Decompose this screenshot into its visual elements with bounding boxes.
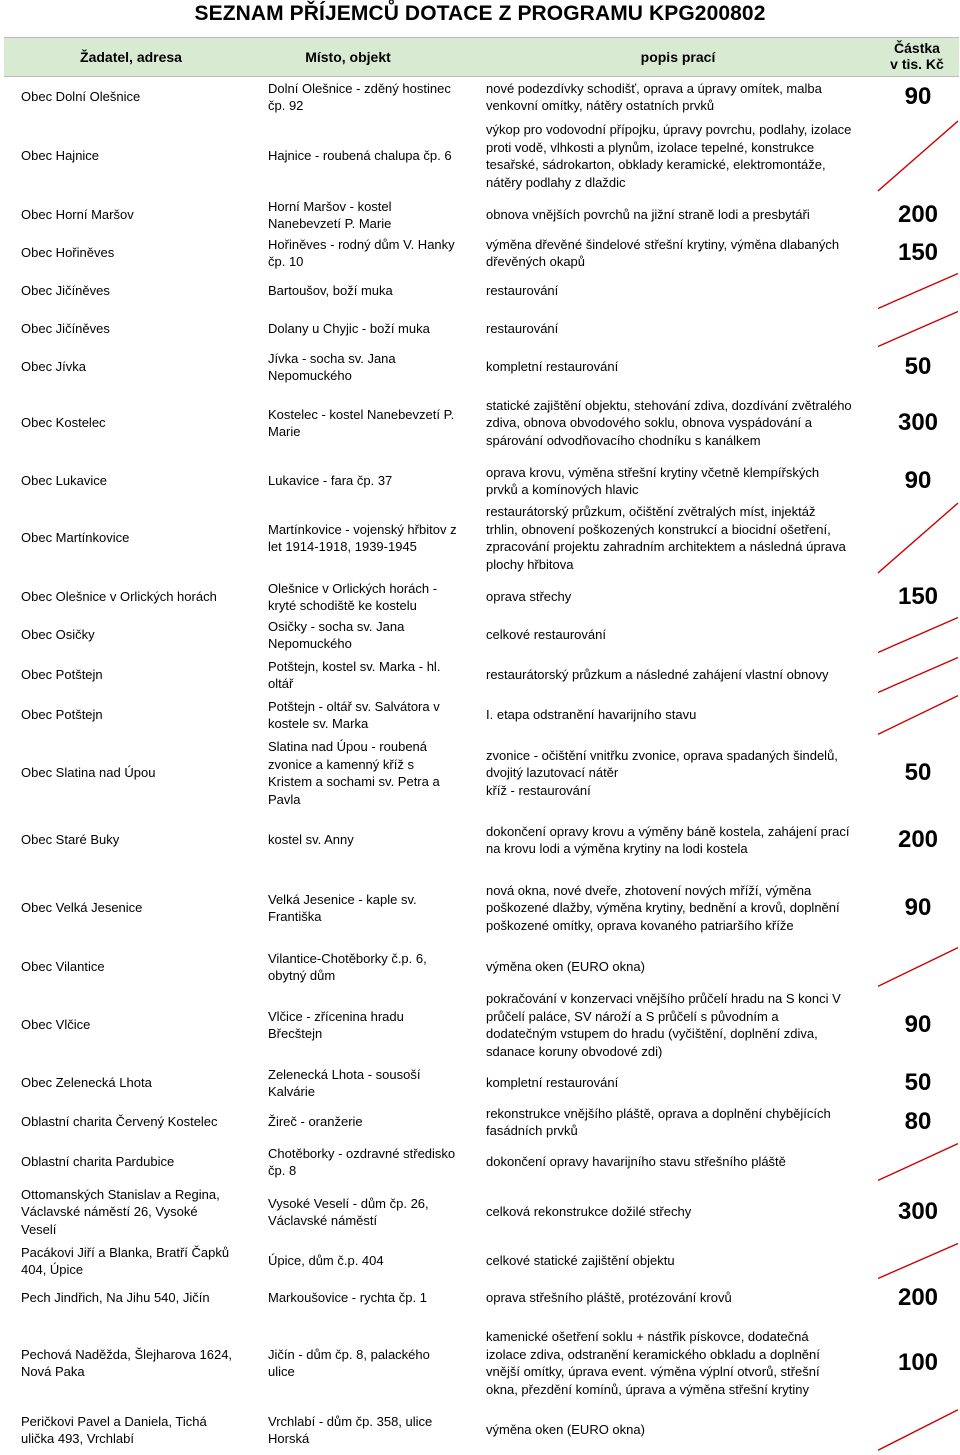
works-cell [486,386,874,460]
amount-cell [876,988,960,1062]
applicant-text: Pech Jindřich, Na Jihu 540, Jičín [21,1290,210,1306]
amount-text: 50 [904,759,932,787]
table-row [0,812,960,868]
place-cell [268,500,472,576]
applicant-cell [21,736,261,810]
table-row [0,656,960,694]
works-text: nová okna, nové dveře, zhotovení nových mříží, výměna poškozené dlažby, výměna krytiny, bednění a krovů, doplnění poškozené omítky, oprava kovaného patriaršího kříže [486,882,840,933]
applicant-text: Obec Lukavice [21,473,107,489]
no-amount-strike-mark [876,118,960,194]
applicant-cell [21,78,261,116]
works-text: kompletní restaurování [486,1075,619,1091]
applicant-text: Obec Jičíněves [21,283,110,299]
applicant-cell [21,988,261,1062]
applicant-cell [21,1242,261,1280]
works-cell [486,812,874,868]
place-text: Úpice, dům č.p. 404 [268,1253,384,1269]
place-text: Hořiněves - rodný dům V. Hanky čp. 10 [268,236,455,269]
works-text: výměna oken (EURO okna) [486,959,645,975]
place-cell [268,118,472,194]
works-cell [486,988,874,1062]
place-cell [268,1280,472,1316]
table-row [0,616,960,654]
place-text: Kostelec - kostel Nanebevzetí P. Marie [268,406,455,439]
table-row [0,1318,960,1408]
place-cell [268,1182,472,1242]
applicant-text: Obec Kostelec [21,415,106,431]
applicant-text: Oblastní charita Pardubice [21,1154,175,1170]
applicant-text: Obec Jívka [21,359,87,375]
place-cell [268,234,472,272]
works-text: rekonstrukce vnějšího pláště, oprava a doplnění chybějících fasádních prvků [486,1105,831,1138]
works-cell [486,462,874,500]
applicant-text: Obec Olešnice v Orlických horách [21,589,217,605]
table-row [0,946,960,988]
applicant-text: Pacákovi Jiří a Blanka, Bratří Čapků 404, Úpice [21,1244,230,1277]
works-cell [486,1318,874,1408]
applicant-text: Obec Hořiněves [21,245,115,261]
place-cell [268,462,472,500]
place-cell [268,616,472,654]
applicant-text: Obec Dolní Olešnice [21,89,141,105]
no-amount-strike-mark [876,272,960,310]
applicant-cell [21,310,261,348]
applicant-cell [21,1102,261,1142]
works-text: restaurátorský průzkum a následné zahájení vlastní obnovy [486,667,829,683]
works-text: oprava střechy [486,589,572,605]
amount-cell [876,872,960,944]
amount-text: 200 [897,1284,939,1312]
place-text: Dolní Olešnice - zděný hostinec čp. 92 [268,80,451,113]
applicant-text: Obec Zelenecká Lhota [21,1075,152,1091]
works-text: výkop pro vodovodní přípojku, úpravy povrchu, podlahy, izolace proti vodě, vlhkosti a plynům, izolace tepelné, konstrukce tesařské, sádrokarton, obklady keramické, elektromontáže, nátěry podlahy z dlaždic [486,122,852,190]
applicant-cell [21,1318,261,1408]
table-row [0,1142,960,1182]
works-text: kamenické ošetření soklu + nástřik pískovce, dodatečná izolace zdiva, odstranění keramického obkladu a doplnění vnější omítky, úprava event. výměna výplní otvorů, střešní okna, přezdění komínů, úprava a výměna střešní krytiny [486,1329,820,1397]
place-cell [268,988,472,1062]
document-title: SEZNAM PŘÍJEMCŮ DOTACE Z PROGRAMU KPG200802 [194,2,766,25]
place-cell [268,578,472,616]
amount-cell [876,1280,960,1316]
amount-cell [876,386,960,460]
applicant-text: Obec Staré Buky [21,832,120,848]
amount-cell [876,234,960,272]
amount-text: 300 [897,1198,939,1226]
applicant-text: Obec Osičky [21,627,95,643]
place-cell [268,272,472,310]
place-cell [268,694,472,736]
works-cell [486,348,874,386]
table-header [4,37,959,77]
place-text: Vilantice-Chotěborky č.p. 6, obytný dům [268,950,427,983]
works-cell [486,118,874,194]
place-cell [268,1064,472,1102]
table-row [0,988,960,1062]
place-text: Hajnice - roubená chalupa čp. 6 [268,148,452,164]
works-text: dokončení opravy krovu a výměny báně kostela, zahájení prací na krovu lodi a výměna krytiny na lodi kostela [486,823,850,856]
works-cell [486,1182,874,1242]
no-amount-strike-mark [876,946,960,988]
applicant-cell [21,196,261,234]
works-text: restaurování [486,283,559,299]
place-cell [268,1408,472,1452]
applicant-text: Ottomanských Stanislav a Regina, Václavské náměstí 26, Vysoké Veselí [21,1186,220,1237]
place-text: Chotěborky - ozdravné středisko čp. 8 [268,1145,456,1178]
table-row [0,1408,960,1452]
applicant-cell [21,656,261,694]
applicant-text: Obec Potštejn [21,707,103,723]
applicant-cell [21,1064,261,1102]
place-text: kostel sv. Anny [268,832,354,848]
applicant-text: Pechová Naděžda, Šlejharova 1624, Nová Paka [21,1346,233,1379]
place-text: Bartoušov, boží muka [268,283,393,299]
place-cell [268,310,472,348]
works-cell [486,1102,874,1142]
applicant-cell [21,812,261,868]
applicant-text: Obec Horní Maršov [21,207,134,223]
table-row [0,310,960,348]
works-cell [486,694,874,736]
amount-cell [876,348,960,386]
works-cell [486,310,874,348]
place-cell [268,348,472,386]
place-text: Vlčice - zřícenina hradu Břecštejn [268,1008,404,1041]
table-row [0,234,960,272]
place-cell [268,386,472,460]
amount-cell [876,736,960,810]
table-row [0,196,960,234]
amount-text: 80 [904,1108,932,1136]
table-row [0,386,960,460]
works-text: výměna oken (EURO okna) [486,1422,645,1438]
works-cell [486,196,874,234]
amount-text: 90 [904,894,932,922]
place-text: Žireč - oranžerie [268,1114,363,1130]
place-text: Olešnice v Orlických horách - kryté schodiště ke kostelu [268,580,438,613]
applicant-cell [21,272,261,310]
amount-cell [876,812,960,868]
place-cell [268,1242,472,1280]
applicant-cell [21,1280,261,1316]
table-row [0,578,960,616]
place-text: Osičky - socha sv. Jana Nepomuckého [268,618,405,651]
place-text: Jívka - socha sv. Jana Nepomuckého [268,350,396,383]
no-amount-strike-mark [876,656,960,694]
table-row [0,694,960,736]
table-row [0,1064,960,1102]
place-cell [268,872,472,944]
works-cell [486,872,874,944]
applicant-text: Obec Slatina nad Úpou [21,765,156,781]
place-cell [268,1318,472,1408]
applicant-cell [21,1408,261,1452]
applicant-cell [21,348,261,386]
no-amount-strike-mark [876,616,960,654]
place-text: Vrchlabí - dům čp. 358, ulice Horská [268,1413,433,1446]
works-cell [486,272,874,310]
applicant-cell [21,1142,261,1182]
amount-cell [876,462,960,500]
works-text: kompletní restaurování [486,359,619,375]
applicant-cell [21,386,261,460]
amount-cell [876,1318,960,1408]
amount-text: 50 [904,1069,932,1097]
applicant-cell [21,500,261,576]
works-text: restaurátorský průzkum, očištění zvětralých míst, injektáž trhlin, obnovení poškozených konstrukcí a biocidní ošetření, zpracování projektu zahradním architektem a následná úprava plochy hřbitova [486,504,846,572]
works-cell [486,1408,874,1452]
table-row [0,1182,960,1242]
works-cell [486,736,874,810]
amount-cell [876,1064,960,1102]
applicant-cell [21,462,261,500]
header-amount: Částka v tis. Kč [890,40,944,72]
applicant-cell [21,694,261,736]
works-text: I. etapa odstranění havarijního stavu [486,707,697,723]
table-row [0,272,960,310]
works-text: dokončení opravy havarijního stavu střešního pláště [486,1154,786,1170]
applicant-text: Oblastní charita Červený Kostelec [21,1114,218,1130]
table-row [0,500,960,576]
place-cell [268,656,472,694]
place-cell [268,1142,472,1182]
works-text: celkové statické zajištění objektu [486,1253,675,1269]
works-text: oprava střešního pláště, protézování krovů [486,1290,732,1306]
amount-cell [876,578,960,616]
works-text: statické zajištění objektu, stehování zdiva, dozdívání zvětralého zdiva, obnova obvodového soklu, obnova vyspádování a spárování odvodňovacího chodníku s kanálkem [486,397,852,448]
works-text: celková rekonstrukce dožilé střechy [486,1204,692,1220]
applicant-cell [21,118,261,194]
works-cell [486,1142,874,1182]
works-cell [486,78,874,116]
works-text: nové podezdívky schodišť, oprava a úpravy omítek, malba venkovní omítky, nátěry ostatních prvků [486,80,822,113]
header-applicant: Žadatel, adresa [80,49,182,65]
works-cell [486,1242,874,1280]
amount-text: 150 [897,583,939,611]
works-cell [486,1280,874,1316]
amount-text: 90 [904,83,932,111]
table-row [0,872,960,944]
table-row [0,462,960,500]
works-text: výměna dřevěné šindelové střešní krytiny, výměna dlabaných dřevěných okapů [486,236,840,269]
table-row [0,1242,960,1280]
amount-cell [876,1102,960,1142]
works-text: pokračování v konzervaci vnějšího průčelí hradu na S konci V průčelí paláce, SV nároží a S průčelí s původním a dodatečným vstupem do hradu (vyčištění, doplnění zdiva, sdanace koruny obvodové zdi) [486,991,841,1059]
no-amount-strike-mark [876,694,960,736]
amount-cell [876,1182,960,1242]
place-cell [268,78,472,116]
works-text: oprava krovu, výměna střešní krytiny včetně klempířských prvků a komínových hlavic [486,464,820,497]
header-works: popis prací [640,49,716,65]
table-row [0,118,960,194]
amount-text: 200 [897,201,939,229]
applicant-text: Obec Velká Jesenice [21,900,143,916]
applicant-text: Obec Martínkovice [21,530,130,546]
applicant-text: Obec Jičíněves [21,321,110,337]
works-text: celkové restaurování [486,627,606,643]
applicant-text: Obec Vilantice [21,959,105,975]
table-row [0,1102,960,1142]
no-amount-strike-mark [876,1142,960,1182]
place-text: Markoušovice - rychta čp. 1 [268,1290,427,1306]
applicant-cell [21,872,261,944]
place-text: Horní Maršov - kostel Nanebevzetí P. Marie [268,198,392,231]
amount-text: 90 [904,1011,932,1039]
amount-cell [876,78,960,116]
place-cell [268,812,472,868]
works-cell [486,946,874,988]
applicant-cell [21,1182,261,1242]
amount-text: 200 [897,826,939,854]
works-cell [486,616,874,654]
works-cell [486,656,874,694]
place-cell [268,196,472,234]
amount-text: 100 [897,1349,939,1377]
amount-text: 50 [904,353,932,381]
place-text: Lukavice - fara čp. 37 [268,473,393,489]
place-text: Martínkovice - vojenský hřbitov z let 1914-1918, 1939-1945 [268,521,457,554]
works-cell [486,1064,874,1102]
amount-text: 300 [897,409,939,437]
table-row [0,736,960,810]
table-row [0,1280,960,1316]
place-text: Jičín - dům čp. 8, palackého ulice [268,1346,430,1379]
table-row [0,78,960,116]
works-text: restaurování [486,321,559,337]
place-cell [268,1102,472,1142]
no-amount-strike-mark [876,1242,960,1280]
header-place: Místo, objekt [305,49,391,65]
applicant-text: Obec Potštejn [21,667,103,683]
applicant-cell [21,578,261,616]
applicant-cell [21,616,261,654]
place-cell [268,946,472,988]
no-amount-strike-mark [876,1408,960,1452]
works-cell [486,500,874,576]
place-text: Vysoké Veselí - dům čp. 26, Václavské náměstí [268,1195,429,1228]
applicant-text: Obec Hajnice [21,148,100,164]
table-row [0,348,960,386]
works-cell [486,234,874,272]
no-amount-strike-mark [876,500,960,576]
applicant-text: Obec Vlčice [21,1017,91,1033]
place-text: Potštejn - oltář sv. Salvátora v kostele sv. Marka [268,698,440,731]
amount-cell [876,196,960,234]
applicant-text: Peričkovi Pavel a Daniela, Tichá ulička 493, Vrchlabí [21,1413,207,1446]
place-text: Slatina nad Úpou - roubená zvonice a kamenný kříž s Kristem a sochami sv. Petra a Pavla [268,739,440,807]
works-text: obnova vnějších povrchů na jižní straně lodi a presbytáři [486,207,810,223]
works-cell [486,578,874,616]
applicant-cell [21,946,261,988]
place-cell [268,736,472,810]
place-text: Potštejn, kostel sv. Marka - hl. oltář [268,658,441,691]
place-text: Zelenecká Lhota - sousoší Kalvárie [268,1066,421,1099]
place-text: Dolany u Chyjic - boží muka [268,321,430,337]
amount-text: 90 [904,467,932,495]
no-amount-strike-mark [876,310,960,348]
amount-text: 150 [897,239,939,267]
works-text: zvonice - očištění vnitřku zvonice, oprava spadaných šindelů, dvojitý lazutovací nátěr kříž - restaurování [486,747,838,798]
applicant-cell [21,234,261,272]
place-text: Velká Jesenice - kaple sv. Františka [268,891,417,924]
